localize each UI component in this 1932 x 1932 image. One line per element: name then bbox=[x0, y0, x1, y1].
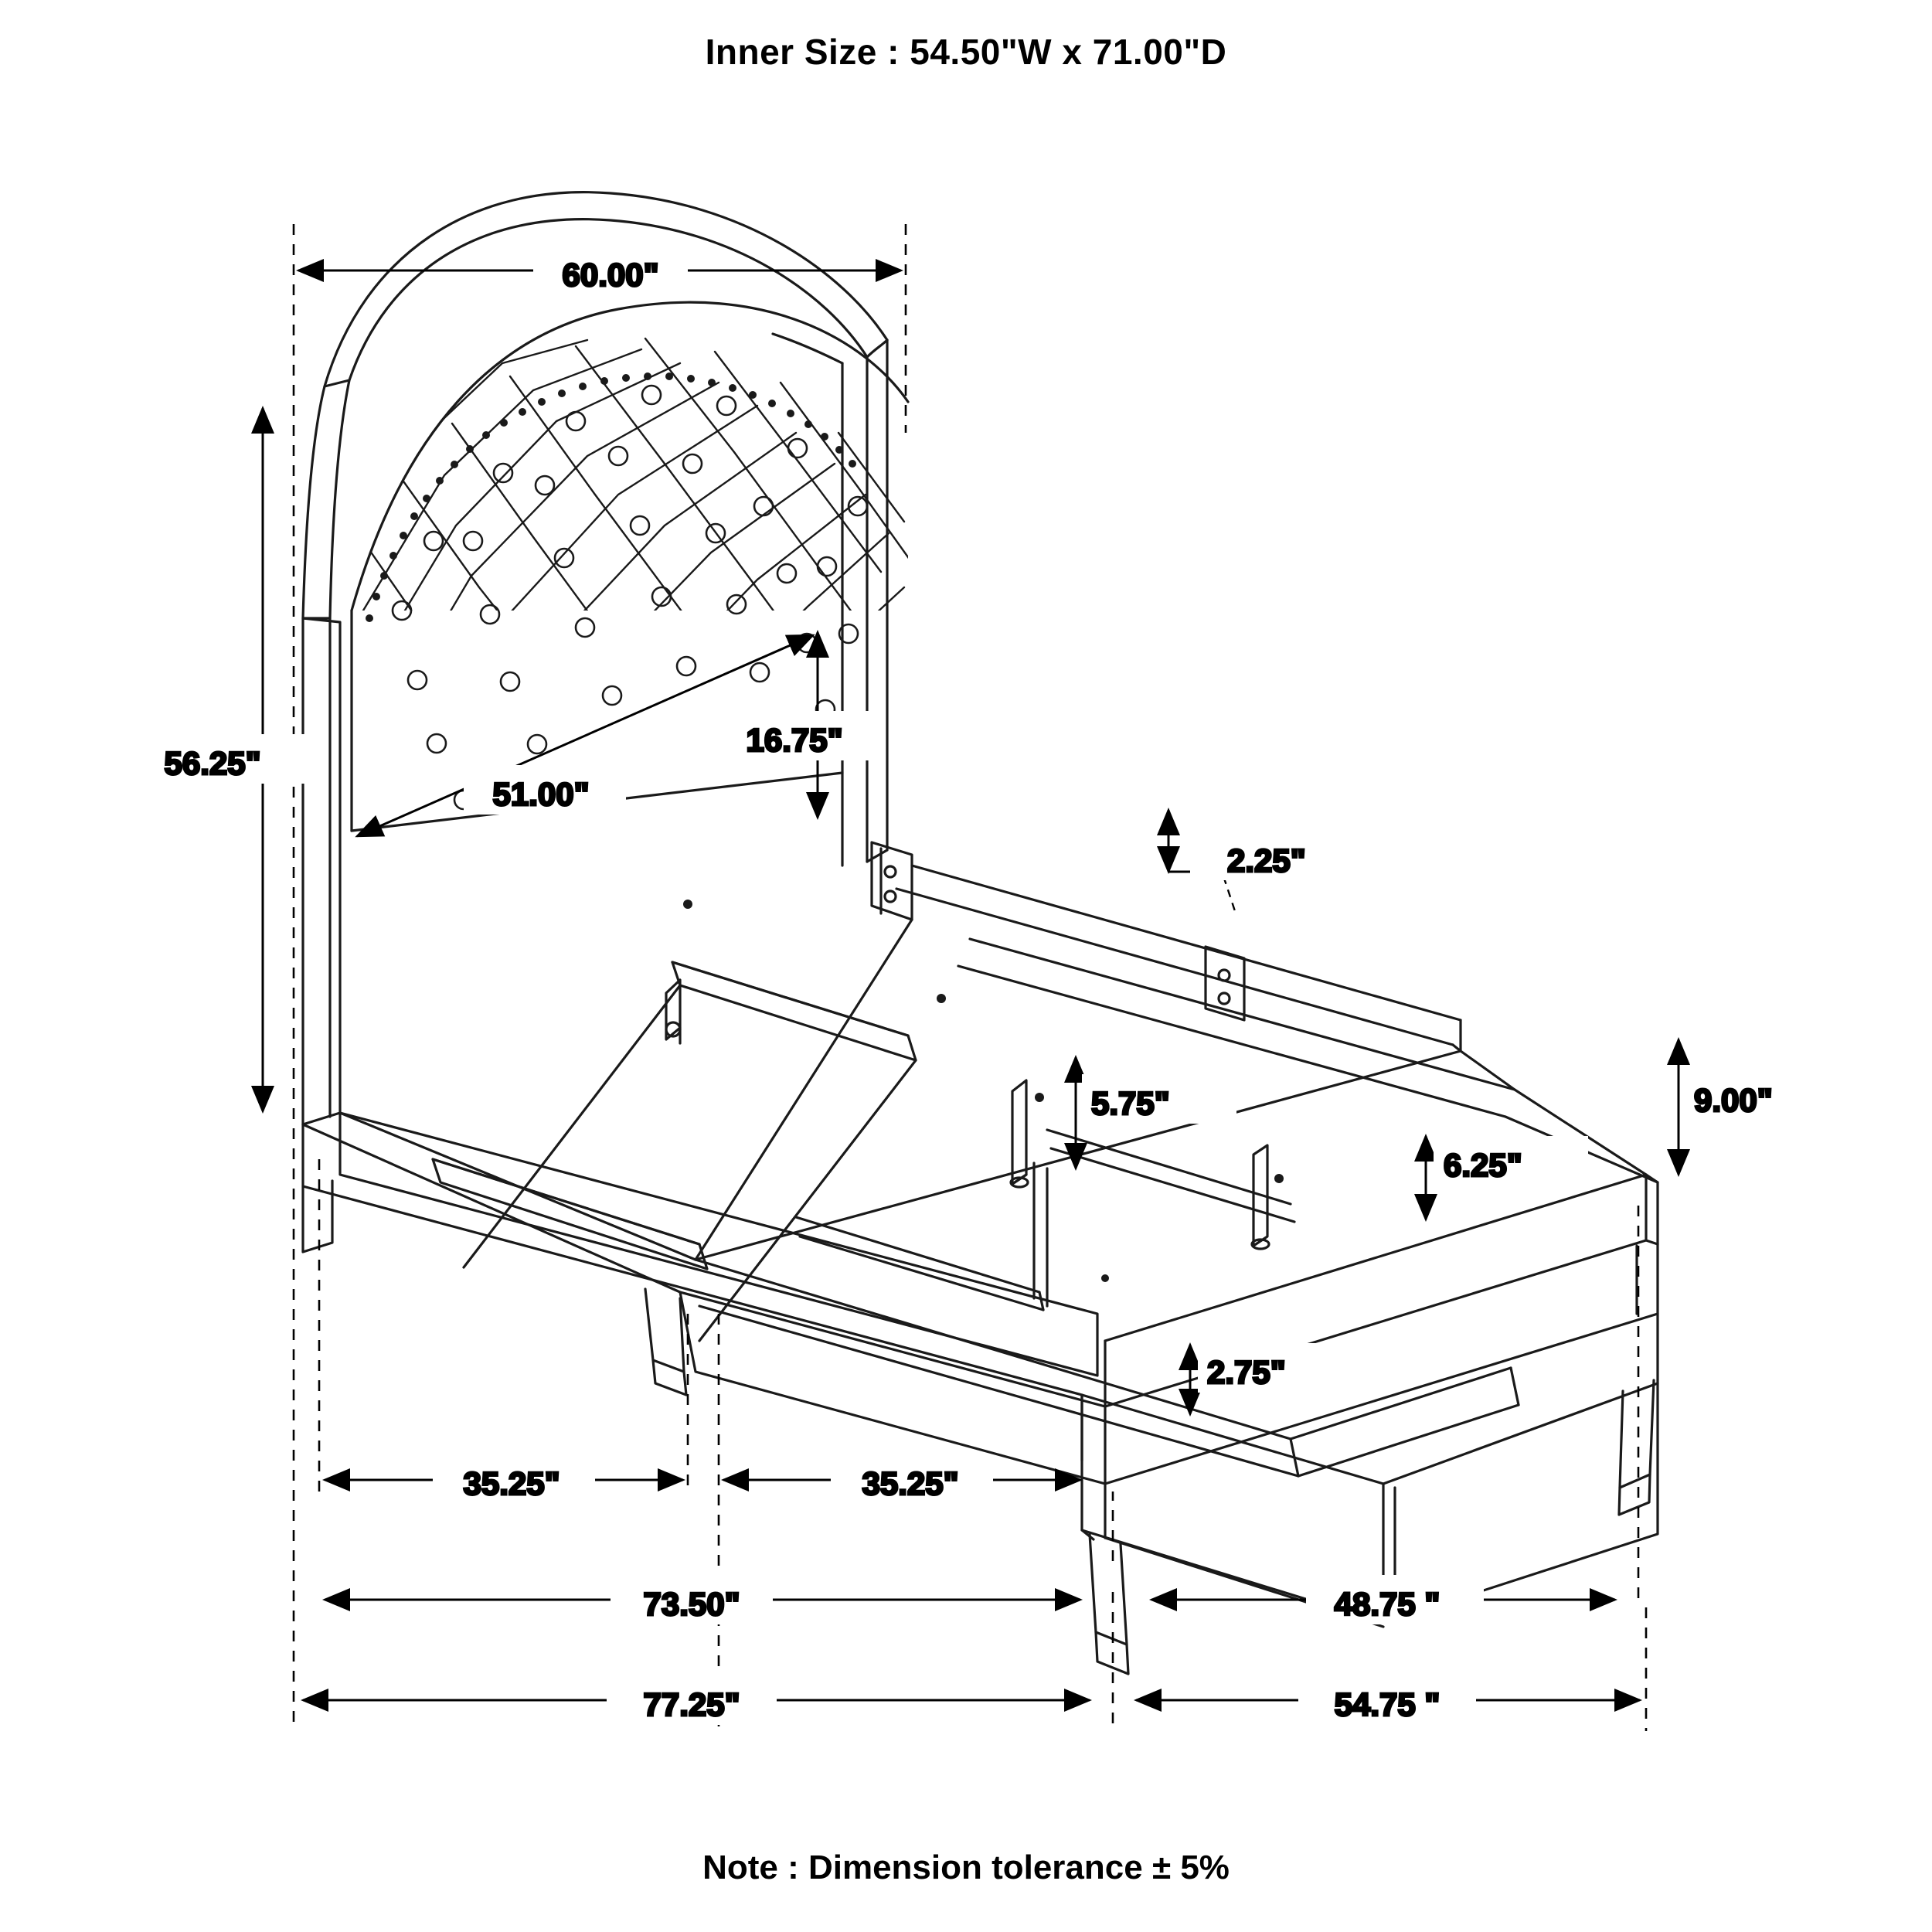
dim-7725-label: 77.25" bbox=[643, 1686, 740, 1723]
nailhead-trim bbox=[366, 372, 856, 622]
dim-225-label: 2.25" bbox=[1227, 842, 1306, 879]
dim-3525b-label: 35.25" bbox=[862, 1465, 959, 1502]
dim-7350-label: 73.50" bbox=[643, 1586, 740, 1622]
dim-3525a-label: 35.25" bbox=[463, 1465, 560, 1502]
dim-275-label: 2.75" bbox=[1207, 1354, 1286, 1390]
dim-5475-label: 54.75 " bbox=[1334, 1686, 1440, 1723]
dim-5625 bbox=[158, 408, 313, 1111]
dim-7350 bbox=[325, 1575, 1080, 1624]
tolerance-note: Note : Dimension tolerance ± 5% bbox=[702, 1849, 1230, 1886]
dim-225 bbox=[1168, 810, 1345, 916]
dim-1675-label: 16.75" bbox=[746, 722, 843, 758]
bed-illustration bbox=[303, 192, 1658, 1674]
dim-900 bbox=[1679, 1039, 1839, 1175]
dim-5475 bbox=[1136, 1675, 1640, 1725]
dim-4875 bbox=[1151, 1575, 1615, 1624]
headboard bbox=[303, 192, 916, 1124]
dim-4875-label: 48.75 " bbox=[1334, 1586, 1440, 1622]
dim-60 bbox=[298, 246, 901, 295]
dim-5625-label: 56.25" bbox=[164, 745, 261, 781]
dim-275 bbox=[1190, 1343, 1352, 1414]
dim-900-label: 9.00" bbox=[1694, 1082, 1773, 1118]
dim-60-label: 60.00" bbox=[562, 257, 659, 293]
dim-575-label: 5.75" bbox=[1091, 1085, 1170, 1121]
dim-625 bbox=[1426, 1136, 1588, 1219]
dim-51-label: 51.00" bbox=[492, 776, 590, 812]
dim-575 bbox=[1076, 1057, 1236, 1168]
dim-625-label: 6.25" bbox=[1444, 1147, 1522, 1183]
page-title: Inner Size : 54.50"W x 71.00"D bbox=[705, 32, 1227, 72]
dim-7725 bbox=[303, 1675, 1090, 1725]
dim-1675 bbox=[719, 632, 881, 818]
dim-3525-a bbox=[325, 1454, 683, 1504]
